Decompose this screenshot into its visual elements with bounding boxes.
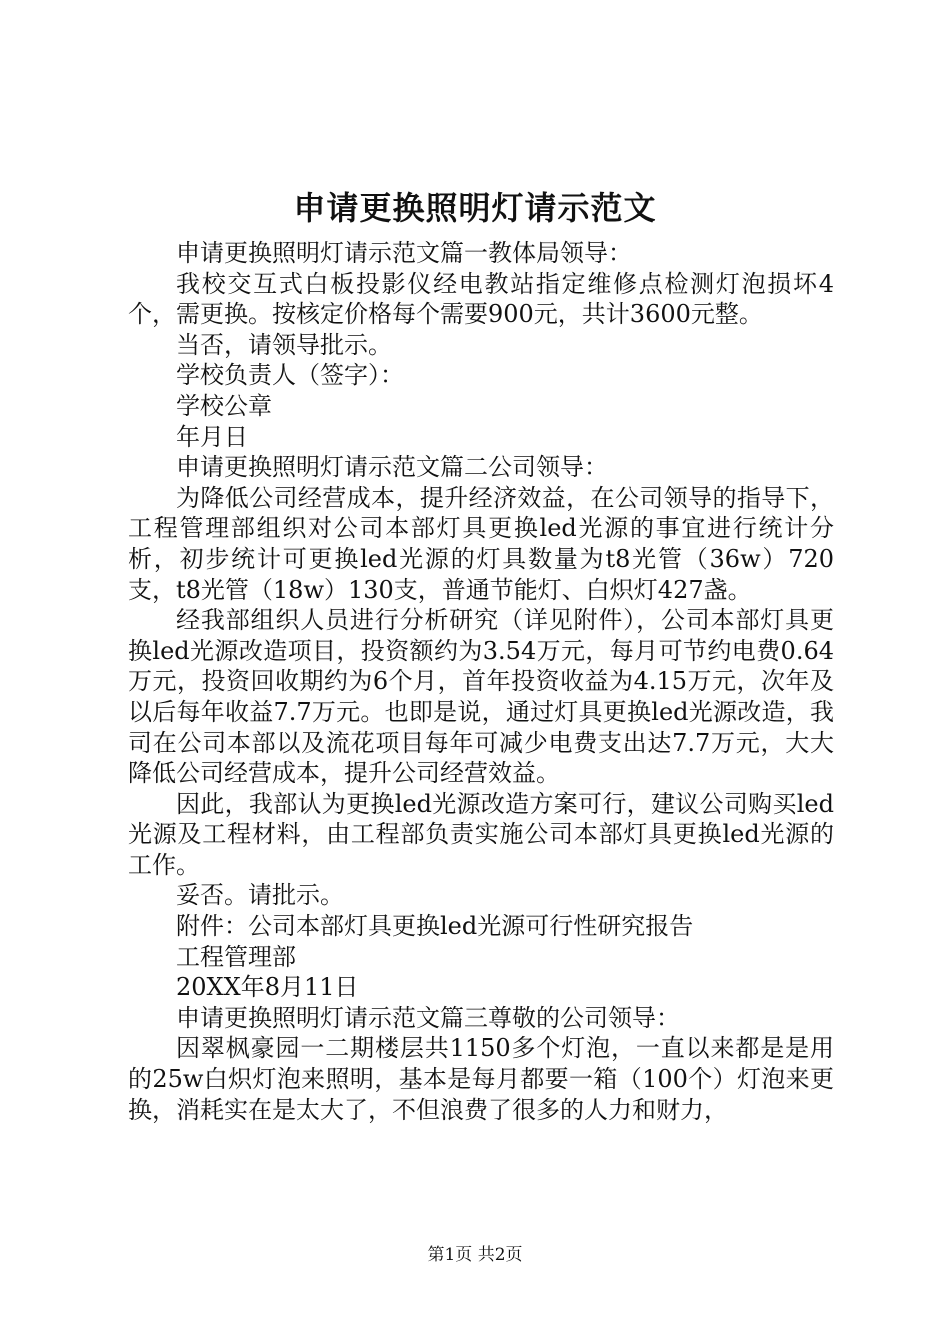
paragraph-signature-line: 学校负责人（签字）：	[176, 361, 404, 390]
paragraph-salutation-1: 申请更换照明灯请示范文篇一教体局领导：	[176, 239, 632, 267]
paragraph-department: 工程管理部	[176, 942, 296, 971]
paragraph-approval-request-2: 妥否。请批示。	[176, 881, 344, 910]
paragraph-request-1: 我校交互式白板投影仪经电教站指定维修点检测灯泡损坏4个，需更换。按核定价格每个需要900元，共计3600元整。	[128, 269, 834, 329]
document-body	[128, 238, 834, 1125]
document-title: 申请更换照明灯请示范文	[293, 189, 657, 227]
paragraph-approval-request-1: 当否，请领导批示。	[176, 330, 392, 359]
paragraph-background-3: 因翠枫豪园一二期楼层共1150多个灯泡，一直以来都是是用的25w白炽灯泡来照明，基本是每月都要一箱（100个）灯泡来更换，消耗实在是太大了，不但浪费了很多的人力和财力，	[128, 1034, 834, 1124]
paragraph-attachment: 附件：公司本部灯具更换led光源可行性研究报告	[176, 912, 694, 941]
paragraph-analysis-2: 经我部组织人员进行分析研究（详见附件），公司本部灯具更换led光源改造项目，投资额约为3.54万元，每月可节约电费0.64万元，投资回收期约为6个月，首年投资收益为4.15万元，次年及以后每年收益7.7万元。也即是说，通过灯具更换led光源改造，我司在公司本部以及流花项目每年可减少电费支出达7.7万元，大大降低公司经营成本，提升公司经营效益。	[128, 606, 834, 788]
paragraph-date-1: 年月日	[176, 422, 248, 451]
paragraph-salutation-2: 申请更换照明灯请示范文篇二公司领导：	[176, 453, 608, 482]
page-footer: 第1页 共2页	[427, 1245, 523, 1265]
paragraph-salutation-3: 申请更换照明灯请示范文篇三尊敬的公司领导：	[176, 1003, 680, 1032]
paragraph-background-2: 为降低公司经营成本，提升经济效益，在公司领导的指导下，工程管理部组织对公司本部灯具更换led光源的事宜进行统计分析，初步统计可更换led光源的灯具数量为t8光管（36w）720支，t8光管（18w）130支，普通节能灯、白炽灯427盏。	[128, 483, 834, 604]
paragraph-date-2: 20XX年8月11日	[176, 973, 359, 1002]
paragraph-conclusion-2: 因此，我部认为更换led光源改造方案可行，建议公司购买led光源及工程材料，由工程部负责实施公司本部灯具更换led光源的工作。	[128, 789, 834, 879]
paragraph-school-seal: 学校公章	[176, 391, 272, 420]
